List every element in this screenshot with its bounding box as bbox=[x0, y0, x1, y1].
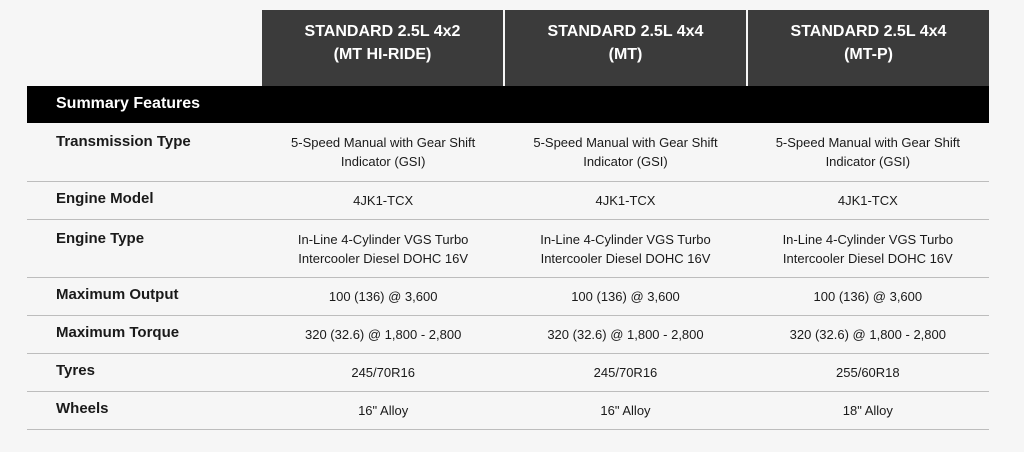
spec-value: In-Line 4-Cylinder VGS Turbo Intercooler Diesel DOHC 16V bbox=[504, 219, 746, 277]
table-row-transmission-type bbox=[27, 123, 989, 181]
spec-value: 5-Speed Manual with Gear Shift Indicator (GSI) bbox=[262, 123, 504, 181]
model-variant: (MT) bbox=[608, 46, 643, 63]
model-name: STANDARD 2.5L 4x2 bbox=[304, 23, 461, 40]
row-label: Transmission Type bbox=[27, 123, 262, 181]
row-label: Engine Type bbox=[27, 219, 262, 277]
spec-value: 100 (136) @ 3,600 bbox=[262, 277, 504, 315]
model-name: STANDARD 2.5L 4x4 bbox=[790, 23, 947, 40]
spec-value: 245/70R16 bbox=[262, 353, 504, 391]
section-title: Summary Features bbox=[27, 86, 989, 123]
spec-table bbox=[27, 123, 989, 430]
spec-value: In-Line 4-Cylinder VGS Turbo Intercooler Diesel DOHC 16V bbox=[262, 219, 504, 277]
model-header-0 bbox=[262, 10, 503, 86]
row-label: Maximum Output bbox=[27, 277, 262, 315]
spec-value: 16" Alloy bbox=[504, 391, 746, 429]
model-name: STANDARD 2.5L 4x4 bbox=[547, 23, 704, 40]
row-label: Maximum Torque bbox=[27, 315, 262, 353]
spec-value: 16" Alloy bbox=[262, 391, 504, 429]
spec-value: 18" Alloy bbox=[747, 391, 989, 429]
model-variant: (MT HI-RIDE) bbox=[333, 46, 432, 63]
model-header-row bbox=[262, 10, 989, 86]
spec-value: 245/70R16 bbox=[504, 353, 746, 391]
model-header-1 bbox=[503, 10, 746, 86]
table-row-wheels bbox=[27, 391, 989, 429]
row-label: Tyres bbox=[27, 353, 262, 391]
table-row-maximum-output bbox=[27, 277, 989, 315]
spec-value: 4JK1-TCX bbox=[504, 181, 746, 219]
table-row-tyres bbox=[27, 353, 989, 391]
model-variant: (MT-P) bbox=[844, 46, 893, 63]
table-row-engine-type bbox=[27, 219, 989, 277]
spec-value: 255/60R18 bbox=[747, 353, 989, 391]
spec-value: 4JK1-TCX bbox=[747, 181, 989, 219]
spec-value: 4JK1-TCX bbox=[262, 181, 504, 219]
table-row-maximum-torque bbox=[27, 315, 989, 353]
row-label: Engine Model bbox=[27, 181, 262, 219]
model-header-2 bbox=[746, 10, 989, 86]
table-row-engine-model bbox=[27, 181, 989, 219]
spec-value: 100 (136) @ 3,600 bbox=[504, 277, 746, 315]
spec-value: 5-Speed Manual with Gear Shift Indicator (GSI) bbox=[747, 123, 989, 181]
row-label: Wheels bbox=[27, 391, 262, 429]
spec-value: 320 (32.6) @ 1,800 - 2,800 bbox=[504, 315, 746, 353]
spec-value: In-Line 4-Cylinder VGS Turbo Intercooler Diesel DOHC 16V bbox=[747, 219, 989, 277]
spec-value: 100 (136) @ 3,600 bbox=[747, 277, 989, 315]
spec-value: 320 (32.6) @ 1,800 - 2,800 bbox=[262, 315, 504, 353]
spec-value: 320 (32.6) @ 1,800 - 2,800 bbox=[747, 315, 989, 353]
spec-value: 5-Speed Manual with Gear Shift Indicator (GSI) bbox=[504, 123, 746, 181]
